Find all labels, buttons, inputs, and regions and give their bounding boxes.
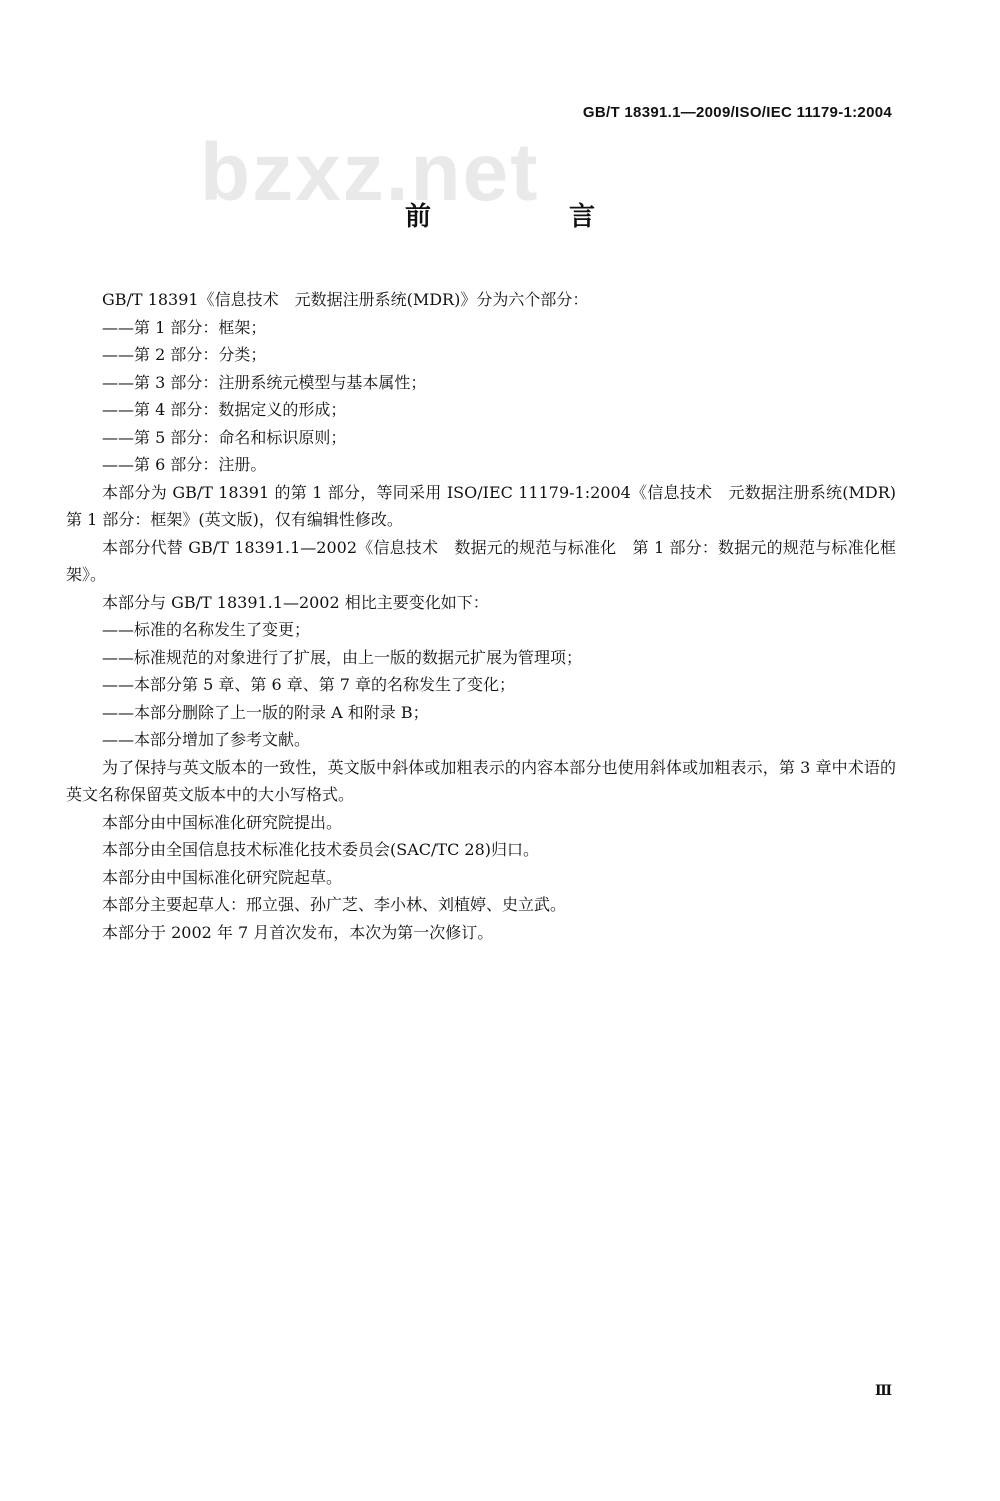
paragraph-consistency: 为了保持与英文版本的一致性，英文版中斜体或加粗表示的内容本部分也使用斜体或加粗表示，第 3 章中术语的英文名称保留英文版本中的大小写格式。 bbox=[66, 757, 896, 804]
list-item-part-4: ——第 4 部分：数据定义的形成； bbox=[102, 400, 347, 419]
page-number: Ⅲ bbox=[874, 1383, 892, 1399]
list-item-part-2: ——第 2 部分：分类； bbox=[102, 345, 267, 364]
list-item-part-3: ——第 3 部分：注册系统元模型与基本属性； bbox=[102, 372, 427, 392]
list-item-change-2: ——标准规范的对象进行了扩展，由上一版的数据元扩展为管理项； bbox=[102, 647, 583, 667]
foreword-body bbox=[66, 286, 913, 946]
paragraph-history: 本部分于 2002 年 7 月首次发布，本次为第一次修订。 bbox=[102, 922, 494, 942]
list-item-change-1: ——标准的名称发生了变更； bbox=[102, 620, 311, 639]
paragraph-adoption: 本部分为 GB/T 18391 的第 1 部分，等同采用 ISO/IEC 11179-1:2004《信息技术 元数据注册系统(MDR) 第 1 部分：框架》(英文版)，仅有编辑性修改。 bbox=[66, 482, 913, 529]
list-item-change-3: ——本部分第 5 章、第 6 章、第 7 章的名称发生了变化； bbox=[102, 675, 516, 694]
list-item-part-5: ——第 5 部分：命名和标识原则； bbox=[102, 427, 347, 447]
list-item-part-6: ——第 6 部分：注册。 bbox=[102, 455, 267, 474]
list-item-part-1: ——第 1 部分：框架； bbox=[102, 317, 267, 337]
paragraph-centralized-by: 本部分由全国信息技术标准化技术委员会(SAC/TC 28)归口。 bbox=[102, 840, 539, 859]
paragraph-drafters: 本部分主要起草人：邢立强、孙广芝、李小林、刘植婷、史立武。 bbox=[102, 895, 567, 914]
list-item-change-4: ——本部分删除了上一版的附录 A 和附录 B； bbox=[102, 702, 429, 722]
list-item-change-5: ——本部分增加了参考文献。 bbox=[102, 730, 311, 749]
standard-code-header: GB/T 18391.1—2009/ISO/IEC 11179-1:2004 bbox=[582, 104, 892, 121]
page-title: 前 言 bbox=[404, 202, 651, 232]
paragraph-proposed-by: 本部分由中国标准化研究院提出。 bbox=[102, 812, 343, 832]
watermark: bzxz.net bbox=[200, 127, 540, 218]
paragraph-drafted-by: 本部分由中国标准化研究院起草。 bbox=[102, 867, 343, 887]
paragraph-changes-intro: 本部分与 GB/T 18391.1—2002 相比主要变化如下： bbox=[102, 592, 489, 612]
paragraph-intro: GB/T 18391《信息技术 元数据注册系统(MDR)》分为六个部分： bbox=[102, 290, 589, 309]
paragraph-replaces: 本部分代替 GB/T 18391.1—2002《信息技术 数据元的规范与标准化 第 1 部分：数据元的规范与标准化框架》。 bbox=[66, 537, 896, 584]
